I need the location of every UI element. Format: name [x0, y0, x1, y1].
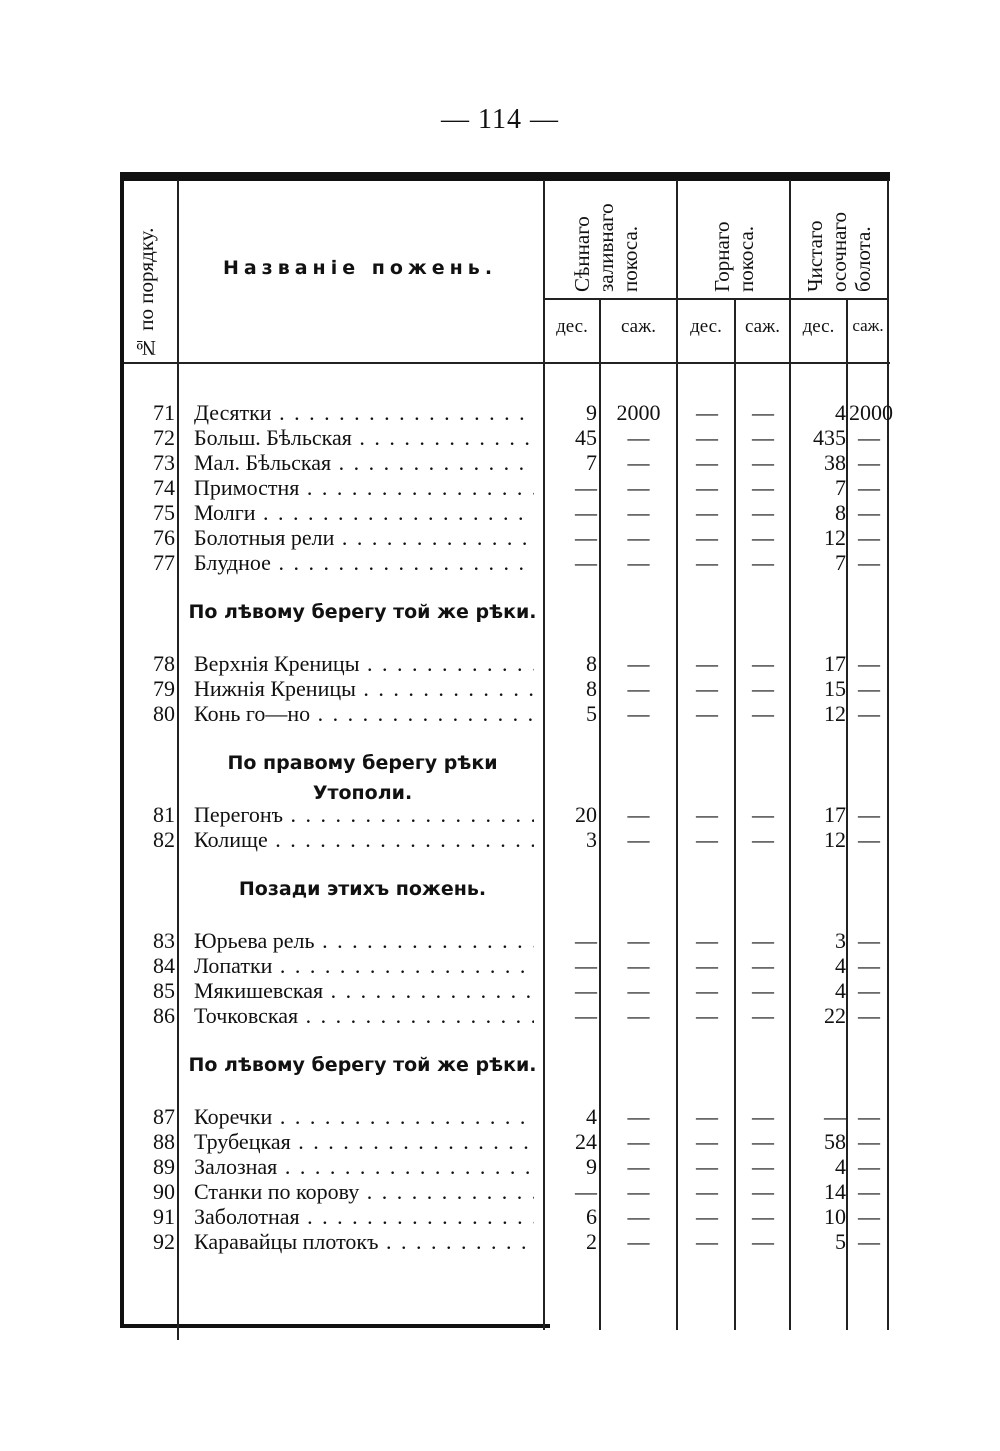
row-value: —: [627, 827, 650, 852]
row-value: 3: [586, 827, 597, 852]
row-name: Коречки . . .: [194, 1104, 534, 1129]
row-value: —: [858, 802, 880, 827]
row-value: —: [752, 953, 774, 978]
row-value: —: [752, 701, 774, 726]
row-value: 12: [824, 701, 846, 726]
row-name: Молги . . .: [194, 500, 534, 525]
row-value: —: [627, 1003, 650, 1028]
row-value: 20: [575, 802, 597, 827]
row-name: Юрьева рель . . .: [194, 928, 534, 953]
row-value: —: [627, 651, 650, 676]
row-value: 4: [835, 400, 846, 425]
row-value: —: [752, 450, 774, 475]
row-value: —: [752, 550, 774, 575]
row-number: 79: [153, 676, 175, 701]
row-number: 89: [153, 1154, 175, 1179]
row-value: —: [858, 827, 880, 852]
row-value: —: [752, 1154, 774, 1179]
row-value: —: [575, 475, 597, 500]
subheader-des: дес.: [556, 316, 588, 337]
row-name: Болотныя рели . . .: [194, 525, 534, 550]
row-value: —: [627, 1104, 650, 1129]
row-value: —: [858, 928, 880, 953]
row-value: 435: [813, 425, 846, 450]
row-value: —: [575, 928, 597, 953]
row-number: 84: [153, 953, 175, 978]
row-name: Мякишевская . . .: [194, 978, 534, 1003]
table-row: [0, 978, 1000, 1003]
row-value: —: [752, 1104, 774, 1129]
row-value: 4: [586, 1104, 597, 1129]
row-value: —: [752, 651, 774, 676]
header-group-meadow: Сѣннаго заливнаго покоса.: [570, 203, 642, 292]
table-row: [0, 676, 1000, 701]
row-number: 85: [153, 978, 175, 1003]
row-number: 78: [153, 651, 175, 676]
table-row: [0, 475, 1000, 500]
row-number: 90: [153, 1179, 175, 1204]
row-value: —: [858, 425, 880, 450]
row-value: —: [627, 550, 650, 575]
row-value: —: [627, 525, 650, 550]
row-value: —: [858, 525, 880, 550]
row-value: —: [696, 953, 718, 978]
row-value: —: [696, 978, 718, 1003]
row-name: Больш. Бѣльская . . .: [194, 425, 534, 450]
table-row: [0, 400, 1000, 425]
row-name: Примостня . . .: [194, 475, 534, 500]
table-row: [0, 550, 1000, 575]
row-name: Нижнія Креницы . . .: [194, 676, 534, 701]
row-value: 5: [586, 701, 597, 726]
row-value: 58: [824, 1129, 846, 1154]
row-value: —: [858, 500, 880, 525]
row-value: —: [858, 475, 880, 500]
row-value: —: [627, 978, 650, 1003]
row-value: 17: [824, 651, 846, 676]
row-value: 38: [824, 450, 846, 475]
row-value: —: [627, 500, 650, 525]
row-value: —: [752, 475, 774, 500]
row-value: —: [824, 1104, 846, 1129]
row-value: —: [752, 525, 774, 550]
subheader-sazh: саж.: [621, 316, 656, 337]
table-row: [0, 425, 1000, 450]
row-value: —: [752, 676, 774, 701]
row-value: —: [696, 1179, 718, 1204]
row-value: —: [696, 525, 718, 550]
row-number: 71: [153, 400, 175, 425]
row-value: —: [752, 1179, 774, 1204]
subheader-sazh: саж.: [745, 316, 780, 337]
row-value: —: [696, 701, 718, 726]
table-row: [0, 1129, 1000, 1154]
table-row: [0, 525, 1000, 550]
row-value: —: [696, 475, 718, 500]
row-value: —: [627, 1129, 650, 1154]
row-number: 87: [153, 1104, 175, 1129]
row-name: Точковская . . .: [194, 1003, 534, 1028]
row-value: —: [696, 1204, 718, 1229]
section-heading: По правому берегу рѣки Утополи.: [227, 752, 498, 804]
row-value: —: [858, 701, 880, 726]
row-value: —: [752, 500, 774, 525]
row-number: 81: [153, 802, 175, 827]
row-number: 73: [153, 450, 175, 475]
table-row: [0, 827, 1000, 852]
row-value: —: [858, 953, 880, 978]
row-value: —: [858, 550, 880, 575]
row-value: —: [627, 425, 650, 450]
header-name-column: Названіе пожень.: [222, 257, 498, 279]
row-name: Залозная . . .: [194, 1154, 534, 1179]
row-value: —: [858, 1179, 880, 1204]
row-value: 6: [586, 1204, 597, 1229]
section-heading: Позади этихъ пожень.: [238, 878, 487, 900]
row-value: —: [752, 1204, 774, 1229]
subheader-des: дес.: [802, 316, 835, 337]
row-value: —: [696, 928, 718, 953]
row-name: Перегонъ . . .: [194, 802, 534, 827]
row-value: 3: [835, 928, 846, 953]
row-name: Каравайцы плотокъ . . .: [194, 1229, 534, 1254]
row-value: —: [627, 475, 650, 500]
row-number: 72: [153, 425, 175, 450]
row-value: —: [696, 1229, 718, 1254]
row-number: 77: [153, 550, 175, 575]
row-number: 83: [153, 928, 175, 953]
row-value: —: [858, 1003, 880, 1028]
table-row: [0, 802, 1000, 827]
row-value: 7: [586, 450, 597, 475]
row-value: 2: [586, 1229, 597, 1254]
row-value: 14: [824, 1179, 846, 1204]
row-value: 8: [586, 676, 597, 701]
row-value: —: [575, 953, 597, 978]
row-value: —: [696, 550, 718, 575]
row-value: —: [696, 827, 718, 852]
row-value: —: [858, 651, 880, 676]
row-number: 75: [153, 500, 175, 525]
row-value: —: [627, 953, 650, 978]
row-number: 82: [153, 827, 175, 852]
row-value: —: [575, 525, 597, 550]
row-number: 86: [153, 1003, 175, 1028]
row-value: —: [858, 1154, 880, 1179]
row-number: 92: [153, 1229, 175, 1254]
header-group-upland: Горнаго покоса.: [710, 221, 758, 292]
row-value: 4: [835, 978, 846, 1003]
row-value: —: [858, 1129, 880, 1154]
row-value: 22: [824, 1003, 846, 1028]
row-value: 8: [586, 651, 597, 676]
row-value: 9: [586, 1154, 597, 1179]
row-value: —: [752, 978, 774, 1003]
row-value: 5: [835, 1229, 846, 1254]
table-row: [0, 701, 1000, 726]
page-number: — 114 —: [441, 104, 559, 135]
row-value: 9: [586, 400, 597, 425]
row-number: 80: [153, 701, 175, 726]
row-value: 12: [824, 827, 846, 852]
row-value: 8: [835, 500, 846, 525]
row-value: —: [752, 1229, 774, 1254]
row-value: —: [627, 1229, 650, 1254]
row-value: —: [627, 676, 650, 701]
row-value: 12: [824, 525, 846, 550]
row-value: —: [752, 1003, 774, 1028]
row-name: Десятки . . .: [194, 400, 534, 425]
row-value: —: [627, 1179, 650, 1204]
row-value: —: [627, 1204, 650, 1229]
row-name: Трубецкая . . .: [194, 1129, 534, 1154]
table-row: [0, 1179, 1000, 1204]
table-row: [0, 500, 1000, 525]
row-value: —: [752, 400, 774, 425]
row-value: —: [696, 1129, 718, 1154]
row-number: 76: [153, 525, 175, 550]
table-row: [0, 1204, 1000, 1229]
subheader-des: дес.: [690, 316, 722, 337]
table-row: [0, 928, 1000, 953]
row-value: —: [696, 425, 718, 450]
row-value: —: [696, 802, 718, 827]
row-value: —: [627, 1154, 650, 1179]
row-value: 15: [824, 676, 846, 701]
row-value: 45: [575, 425, 597, 450]
row-value: —: [627, 802, 650, 827]
table-row: [0, 1104, 1000, 1129]
row-name: Блудное . . .: [194, 550, 534, 575]
row-value: —: [752, 928, 774, 953]
row-value: —: [696, 450, 718, 475]
row-value: 2000: [616, 400, 661, 425]
row-value: 24: [575, 1129, 597, 1154]
row-value: —: [696, 400, 718, 425]
row-value: —: [858, 450, 880, 475]
row-value: —: [696, 1154, 718, 1179]
row-value: —: [696, 500, 718, 525]
row-value: —: [858, 1204, 880, 1229]
row-value: 10: [824, 1204, 846, 1229]
row-name: Лопатки . . .: [194, 953, 534, 978]
row-value: —: [752, 827, 774, 852]
row-value: 7: [835, 550, 846, 575]
section-heading: По лѣвому берегу той же рѣки.: [188, 601, 537, 623]
section-heading: По лѣвому берегу той же рѣки.: [188, 1054, 537, 1076]
table-row: [0, 953, 1000, 978]
table-row: [0, 450, 1000, 475]
row-value: 4: [835, 953, 846, 978]
row-value: —: [752, 1129, 774, 1154]
row-number: 88: [153, 1129, 175, 1154]
row-value: —: [752, 802, 774, 827]
row-name: Мал. Бѣльская . . .: [194, 450, 534, 475]
table-row: [0, 651, 1000, 676]
header-group-bog: Чистаго осочнаго болота.: [803, 211, 875, 292]
row-value: —: [575, 1003, 597, 1028]
row-value: —: [696, 1104, 718, 1129]
row-value: —: [627, 450, 650, 475]
row-value: —: [627, 928, 650, 953]
row-value: 2000: [849, 400, 893, 425]
row-value: —: [575, 550, 597, 575]
row-name: Верхнія Креницы . . .: [194, 651, 534, 676]
table-row: [0, 1229, 1000, 1254]
row-value: —: [696, 651, 718, 676]
row-value: —: [752, 425, 774, 450]
row-value: —: [858, 978, 880, 1003]
row-value: —: [696, 1003, 718, 1028]
row-number: 74: [153, 475, 175, 500]
row-name: Конь го—но . . .: [194, 701, 534, 726]
row-name: Колище . . .: [194, 827, 534, 852]
row-number: 91: [153, 1204, 175, 1229]
header-number-column: № по порядку.: [134, 227, 158, 360]
table-row: [0, 1003, 1000, 1028]
row-value: —: [575, 1179, 597, 1204]
table-row: [0, 1154, 1000, 1179]
row-value: —: [627, 701, 650, 726]
subheader-sazh: саж.: [852, 316, 884, 335]
row-value: —: [858, 676, 880, 701]
row-name: Заболотная . . .: [194, 1204, 534, 1229]
row-value: 7: [835, 475, 846, 500]
row-value: —: [858, 1229, 880, 1254]
row-value: —: [696, 676, 718, 701]
row-name: Станки по корову . . .: [194, 1179, 534, 1204]
row-value: 17: [824, 802, 846, 827]
row-value: —: [858, 1104, 880, 1129]
row-value: —: [575, 500, 597, 525]
row-value: 4: [835, 1154, 846, 1179]
row-value: —: [575, 978, 597, 1003]
